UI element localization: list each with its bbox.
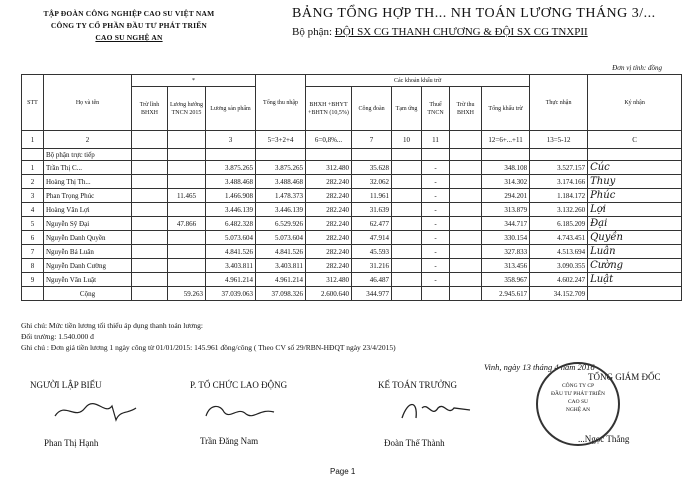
page-number: Page 1 <box>330 467 356 476</box>
document-title: BẢNG TỔNG HỢP TH... NH TOÁN LƯƠNG THÁNG 3/... <box>292 6 656 21</box>
date-line: Vinh, ngày 13 tháng 4 năm 2016 <box>484 362 595 372</box>
row-union: 31.639 <box>352 203 392 217</box>
org-line-1: TẬP ĐOÀN CÔNG NGHIỆP CAO SU VIỆT NAM <box>43 9 215 18</box>
row-other <box>450 259 482 273</box>
table-row <box>22 203 682 217</box>
row-advance <box>392 217 422 231</box>
stamp-line: CAO SU <box>567 399 589 405</box>
table-row <box>22 273 682 287</box>
header-tax: Thuế TNCN <box>422 87 450 131</box>
row-name: Phan Trọng Phúc <box>44 189 132 203</box>
row-stt: 6 <box>22 231 44 245</box>
section-label: Bộ phận trực tiếp <box>44 149 132 161</box>
index-cell <box>450 131 482 149</box>
row-sub-basic <box>168 245 206 259</box>
row-stt: 2 <box>22 175 44 189</box>
row-name: Nguyễn Bá Luân <box>44 245 132 259</box>
row-tax: - <box>422 245 450 259</box>
unit-label: Đơn vị tính: đồng <box>612 64 662 72</box>
row-total-income: 3.403.811 <box>256 259 306 273</box>
company-stamp <box>536 362 620 446</box>
row-other <box>450 175 482 189</box>
total-label: Cộng <box>44 287 132 301</box>
header-bhxh: BHXH +BHYT +BHTN (10,5%) <box>306 87 352 131</box>
index-cell: 1 <box>22 131 44 149</box>
header-product-salary: Lương sản phẩm <box>206 87 256 131</box>
row-total-deduct: 327.833 <box>482 245 530 259</box>
signer-role: NGƯỜI LẬP BIỂU <box>30 380 102 390</box>
row-net: 6.185.209 <box>530 217 588 231</box>
row-union: 32.062 <box>352 175 392 189</box>
row-stt: 1 <box>22 161 44 175</box>
header-other: Trừ thu BHXH <box>450 87 482 131</box>
row-product-salary: 1.466.908 <box>206 189 256 203</box>
row-advance <box>392 203 422 217</box>
row-bhxh: 282.240 <box>306 245 352 259</box>
row-signature: Luật <box>588 273 682 287</box>
table-row <box>22 259 682 273</box>
row-sub-basic <box>168 175 206 189</box>
total-sub: 59.263 <box>168 287 206 301</box>
row-product-salary: 3.403.811 <box>206 259 256 273</box>
row-bhxh: 312.480 <box>306 273 352 287</box>
stamp-line: CÔNG TY CP <box>561 383 595 389</box>
table-row <box>22 161 682 175</box>
header-net: Thực nhận <box>530 75 588 131</box>
row-other <box>450 231 482 245</box>
total-income: 37.098.326 <box>256 287 306 301</box>
row-bhxh: 282.240 <box>306 189 352 203</box>
row-product-salary: 4.961.214 <box>206 273 256 287</box>
table-row <box>22 175 682 189</box>
total-bhxh: 2.600.640 <box>306 287 352 301</box>
row-total-deduct: 344.717 <box>482 217 530 231</box>
header-name: Họ và tên <box>44 75 132 131</box>
row-other <box>450 189 482 203</box>
row-net: 3.090.355 <box>530 259 588 273</box>
row-signature: Phúc <box>588 189 682 203</box>
row-sub-basic: 11.465 <box>168 189 206 203</box>
note-line: Đối trường: 1.540.000 đ <box>21 332 94 341</box>
total-product: 37.039.063 <box>206 287 256 301</box>
index-row <box>22 131 682 149</box>
department-line <box>292 26 588 38</box>
total-deduct: 2.945.617 <box>482 287 530 301</box>
row-min-wage <box>132 273 168 287</box>
row-union: 47.914 <box>352 231 392 245</box>
stamp-line: NGHỆ AN <box>565 407 591 413</box>
index-cell: 3 <box>206 131 256 149</box>
row-min-wage <box>132 259 168 273</box>
index-cell: 2 <box>44 131 132 149</box>
total-union: 344.977 <box>352 287 392 301</box>
table-row <box>22 245 682 259</box>
index-cell: C <box>588 131 682 149</box>
row-signature: Đại <box>588 217 682 231</box>
row-signature: Quyền <box>588 231 682 245</box>
header-total-deduct: Tổng khấu trừ <box>482 87 530 131</box>
row-tax: - <box>422 259 450 273</box>
org-header <box>14 8 244 44</box>
row-total-deduct: 313.879 <box>482 203 530 217</box>
row-advance <box>392 175 422 189</box>
header-advance: Tạm ứng <box>392 87 422 131</box>
row-min-wage <box>132 231 168 245</box>
org-line-3: CAO SU NGHỆ AN <box>95 33 163 42</box>
row-product-salary: 5.073.604 <box>206 231 256 245</box>
row-net: 1.184.172 <box>530 189 588 203</box>
row-min-wage <box>132 175 168 189</box>
row-bhxh: 282.240 <box>306 231 352 245</box>
row-name: Nguyễn Danh Cường <box>44 259 132 273</box>
row-tax: - <box>422 217 450 231</box>
row-tax: - <box>422 175 450 189</box>
row-total-income: 1.478.373 <box>256 189 306 203</box>
row-product-salary: 6.482.328 <box>206 217 256 231</box>
row-bhxh: 282.240 <box>306 203 352 217</box>
index-cell: 13=5-12 <box>530 131 588 149</box>
row-union: 46.487 <box>352 273 392 287</box>
row-total-income: 4.841.526 <box>256 245 306 259</box>
row-total-deduct: 294.201 <box>482 189 530 203</box>
row-sub-basic <box>168 259 206 273</box>
row-advance <box>392 245 422 259</box>
row-advance <box>392 189 422 203</box>
row-other <box>450 273 482 287</box>
index-cell: 10 <box>392 131 422 149</box>
row-bhxh: 282.240 <box>306 175 352 189</box>
row-net: 3.174.166 <box>530 175 588 189</box>
row-stt: 4 <box>22 203 44 217</box>
signer-name: Trần Đăng Nam <box>200 436 259 446</box>
row-stt: 7 <box>22 245 44 259</box>
row-tax: - <box>422 203 450 217</box>
header-stt: STT <box>22 75 44 131</box>
row-sub-basic <box>168 161 206 175</box>
row-other <box>450 203 482 217</box>
signer-role: TỔNG GIÁM ĐỐC <box>588 372 661 382</box>
row-tax: - <box>422 273 450 287</box>
table-row <box>22 217 682 231</box>
row-total-deduct: 348.108 <box>482 161 530 175</box>
row-total-income: 5.073.604 <box>256 231 306 245</box>
row-min-wage <box>132 161 168 175</box>
row-product-salary: 3.446.139 <box>206 203 256 217</box>
note-line: Ghi chú : Đơn giá tiền lương 1 ngày công từ 01/01/2015: 145.961 đồng/công ( Theo CV số 29/RBN-HĐQT ngày 23/4/2015) <box>21 343 396 352</box>
index-cell: 7 <box>352 131 392 149</box>
payroll-rows <box>22 161 682 287</box>
row-min-wage <box>132 189 168 203</box>
row-sub-basic <box>168 203 206 217</box>
row-net: 4.513.694 <box>530 245 588 259</box>
row-name: Hoàng Văn Lợi <box>44 203 132 217</box>
row-union: 62.477 <box>352 217 392 231</box>
row-union: 35.628 <box>352 161 392 175</box>
row-advance <box>392 259 422 273</box>
signer-name: Phan Thị Hạnh <box>44 438 99 448</box>
table-row <box>22 231 682 245</box>
row-signature: Cúc <box>588 161 682 175</box>
index-cell: 5=3+2+4 <box>256 131 306 149</box>
row-total-income: 3.488.468 <box>256 175 306 189</box>
row-net: 4.602.247 <box>530 273 588 287</box>
row-signature: Lợi <box>588 203 682 217</box>
total-row <box>22 287 682 301</box>
row-sub-basic: 47.866 <box>168 217 206 231</box>
index-cell <box>168 131 206 149</box>
row-sub-basic <box>168 231 206 245</box>
note-line: Ghi chú: Mức tiền lương tối thiểu áp dụng thanh toán lương: <box>21 321 203 330</box>
row-bhxh: 282.240 <box>306 259 352 273</box>
row-signature: Luân <box>588 245 682 259</box>
stamp-line: ĐẦU TƯ PHÁT TRIỂN <box>551 391 605 397</box>
row-total-income: 6.529.926 <box>256 217 306 231</box>
header-salary-group: * <box>132 75 256 87</box>
row-other <box>450 245 482 259</box>
row-total-income: 3.446.139 <box>256 203 306 217</box>
row-total-deduct: 330.154 <box>482 231 530 245</box>
row-advance <box>392 231 422 245</box>
row-union: 31.216 <box>352 259 392 273</box>
row-stt: 8 <box>22 259 44 273</box>
row-bhxh: 282.240 <box>306 217 352 231</box>
row-sub-basic <box>168 273 206 287</box>
signer-name: ...Ngọc Thắng <box>578 434 630 444</box>
header-union: Công đoàn <box>352 87 392 131</box>
row-net: 3.527.157 <box>530 161 588 175</box>
row-total-deduct: 314.302 <box>482 175 530 189</box>
row-total-income: 4.961.214 <box>256 273 306 287</box>
row-signature: Thuy <box>588 175 682 189</box>
row-signature: Cường <box>588 259 682 273</box>
row-name: Nguyễn Sỹ Đại <box>44 217 132 231</box>
signature-nam <box>200 398 280 426</box>
row-product-salary: 4.841.526 <box>206 245 256 259</box>
row-total-income: 3.875.265 <box>256 161 306 175</box>
row-union: 11.961 <box>352 189 392 203</box>
row-net: 4.743.451 <box>530 231 588 245</box>
header-sign: Ký nhận <box>588 75 682 131</box>
total-net: 34.152.709 <box>530 287 588 301</box>
row-name: Trần Thị C... <box>44 161 132 175</box>
signer-role: P. TỔ CHỨC LAO ĐỘNG <box>190 380 288 390</box>
row-min-wage <box>132 203 168 217</box>
row-other <box>450 217 482 231</box>
header-total-income: Tổng thu nhập <box>256 75 306 131</box>
header-deductions: Các khoản khấu trừ <box>306 75 530 87</box>
notes-block <box>21 320 396 353</box>
row-total-deduct: 358.967 <box>482 273 530 287</box>
row-advance <box>392 161 422 175</box>
row-product-salary: 3.488.468 <box>206 175 256 189</box>
row-name: Nguyễn Văn Luật <box>44 273 132 287</box>
dept-label: Bộ phận: <box>292 26 333 38</box>
row-other <box>450 161 482 175</box>
payroll-table <box>21 74 682 301</box>
index-cell: 12=6+...+11 <box>482 131 530 149</box>
row-bhxh: 312.480 <box>306 161 352 175</box>
index-cell: 11 <box>422 131 450 149</box>
row-tax: - <box>422 189 450 203</box>
row-total-deduct: 313.456 <box>482 259 530 273</box>
row-product-salary: 3.875.265 <box>206 161 256 175</box>
signature-hanh <box>50 396 140 426</box>
row-stt: 5 <box>22 217 44 231</box>
row-min-wage <box>132 245 168 259</box>
row-advance <box>392 273 422 287</box>
row-tax: - <box>422 161 450 175</box>
index-cell <box>132 131 168 149</box>
dept-value: ĐỘI SX CG THANH CHƯƠNG & ĐỘI SX CG TNXPII <box>334 26 588 38</box>
table-row <box>22 189 682 203</box>
org-line-2: CÔNG TY CỔ PHẦN ĐẦU TƯ PHÁT TRIỂN <box>50 21 208 30</box>
row-name: Nguyễn Danh Quyền <box>44 231 132 245</box>
row-min-wage <box>132 217 168 231</box>
signer-name: Đoàn Thế Thành <box>384 438 445 448</box>
row-tax: - <box>422 231 450 245</box>
header-min-wage: Trừ lĩnh BHXH <box>132 87 168 131</box>
row-stt: 3 <box>22 189 44 203</box>
header-sub-basic: Lương hưởng TNCN 2015 <box>168 87 206 131</box>
row-union: 45.593 <box>352 245 392 259</box>
signature-thanh <box>396 396 476 426</box>
row-name: Hoàng Thị Th... <box>44 175 132 189</box>
index-cell: 6=0,8%... <box>306 131 352 149</box>
signer-role: KẾ TOÁN TRƯỞNG <box>378 380 457 390</box>
row-stt: 9 <box>22 273 44 287</box>
row-net: 3.132.260 <box>530 203 588 217</box>
